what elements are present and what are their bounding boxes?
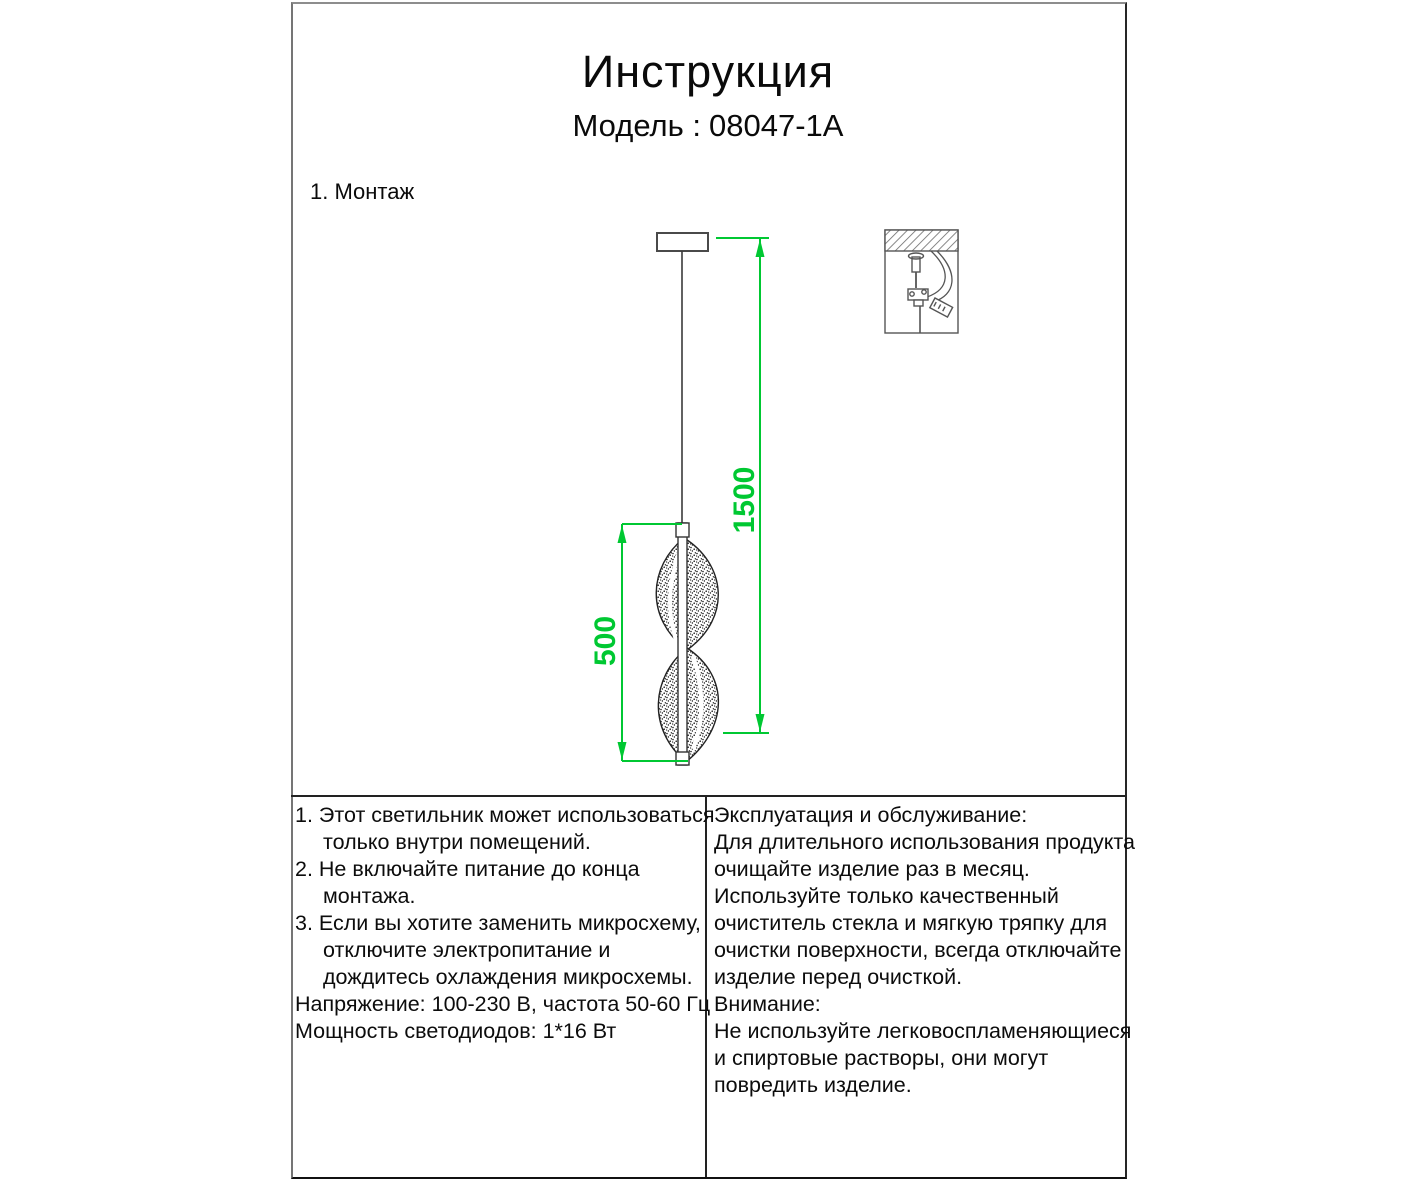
note-line: повредить изделие. — [714, 1073, 912, 1097]
section-mount-label: 1. Монтаж — [310, 179, 415, 204]
model-label: Модель : — [572, 108, 702, 143]
notes-section — [291, 795, 1135, 1177]
pendant-lamp-drawing — [656, 233, 718, 765]
lamp-rod — [676, 523, 689, 765]
note-line: только внутри помещений. — [323, 830, 591, 854]
ceiling-mount-detail — [885, 230, 958, 333]
dim-1500-label: 1500 — [727, 466, 761, 534]
maintenance-column — [707, 797, 1137, 1177]
note-line: Эксплуатация и обслуживание: — [714, 803, 1028, 827]
dim-500-label: 500 — [588, 615, 622, 667]
note-line: монтажа. — [323, 884, 416, 908]
note-line: очистки поверхности, всегда отключайте — [714, 938, 1122, 962]
note-line: очищайте изделие раз в месяц. — [714, 857, 1030, 881]
safety-notes-column — [291, 797, 715, 1177]
note-line: и спиртовые растворы, они могут — [714, 1046, 1049, 1070]
ceiling-canopy — [657, 233, 708, 251]
model-number: 08047-1A — [709, 108, 844, 143]
arrow-down-icon — [618, 742, 627, 760]
note-line: Мощность светодиодов: 1*16 Вт — [295, 1019, 617, 1043]
note-line: Для длительного использования продукта — [714, 830, 1135, 854]
lamp-leaf-bottom — [658, 648, 718, 762]
rod-top-cap — [676, 523, 689, 537]
note-line: Внимание: — [714, 992, 821, 1016]
ceiling-hatch — [885, 230, 958, 251]
note-line: 1. Этот светильник может использоваться — [295, 803, 715, 827]
dimension-total-height — [716, 238, 769, 733]
note-line: Не используйте легковоспламеняющиеся — [714, 1019, 1132, 1043]
page-title: Инструкция — [581, 46, 835, 97]
arrow-up-icon — [618, 525, 627, 543]
arrow-down-icon — [756, 714, 765, 732]
note-line: 3. Если вы хотите заменить микросхему, — [295, 911, 701, 935]
rod-bottom-cap — [676, 752, 689, 765]
note-line: 2. Не включайте питание до конца — [295, 857, 640, 881]
arrow-up-icon — [756, 239, 765, 257]
note-line: очиститель стекла и мягкую тряпку для — [714, 911, 1108, 935]
note-line: отключите электропитание и — [323, 938, 611, 962]
note-line: Используйте только качественный — [714, 884, 1059, 908]
note-line: дождитесь охлаждения микросхемы. — [323, 965, 693, 989]
note-line: Напряжение: 100-230 В, частота 50-60 Гц — [295, 992, 711, 1016]
note-line: изделие перед очисткой. — [714, 965, 963, 989]
